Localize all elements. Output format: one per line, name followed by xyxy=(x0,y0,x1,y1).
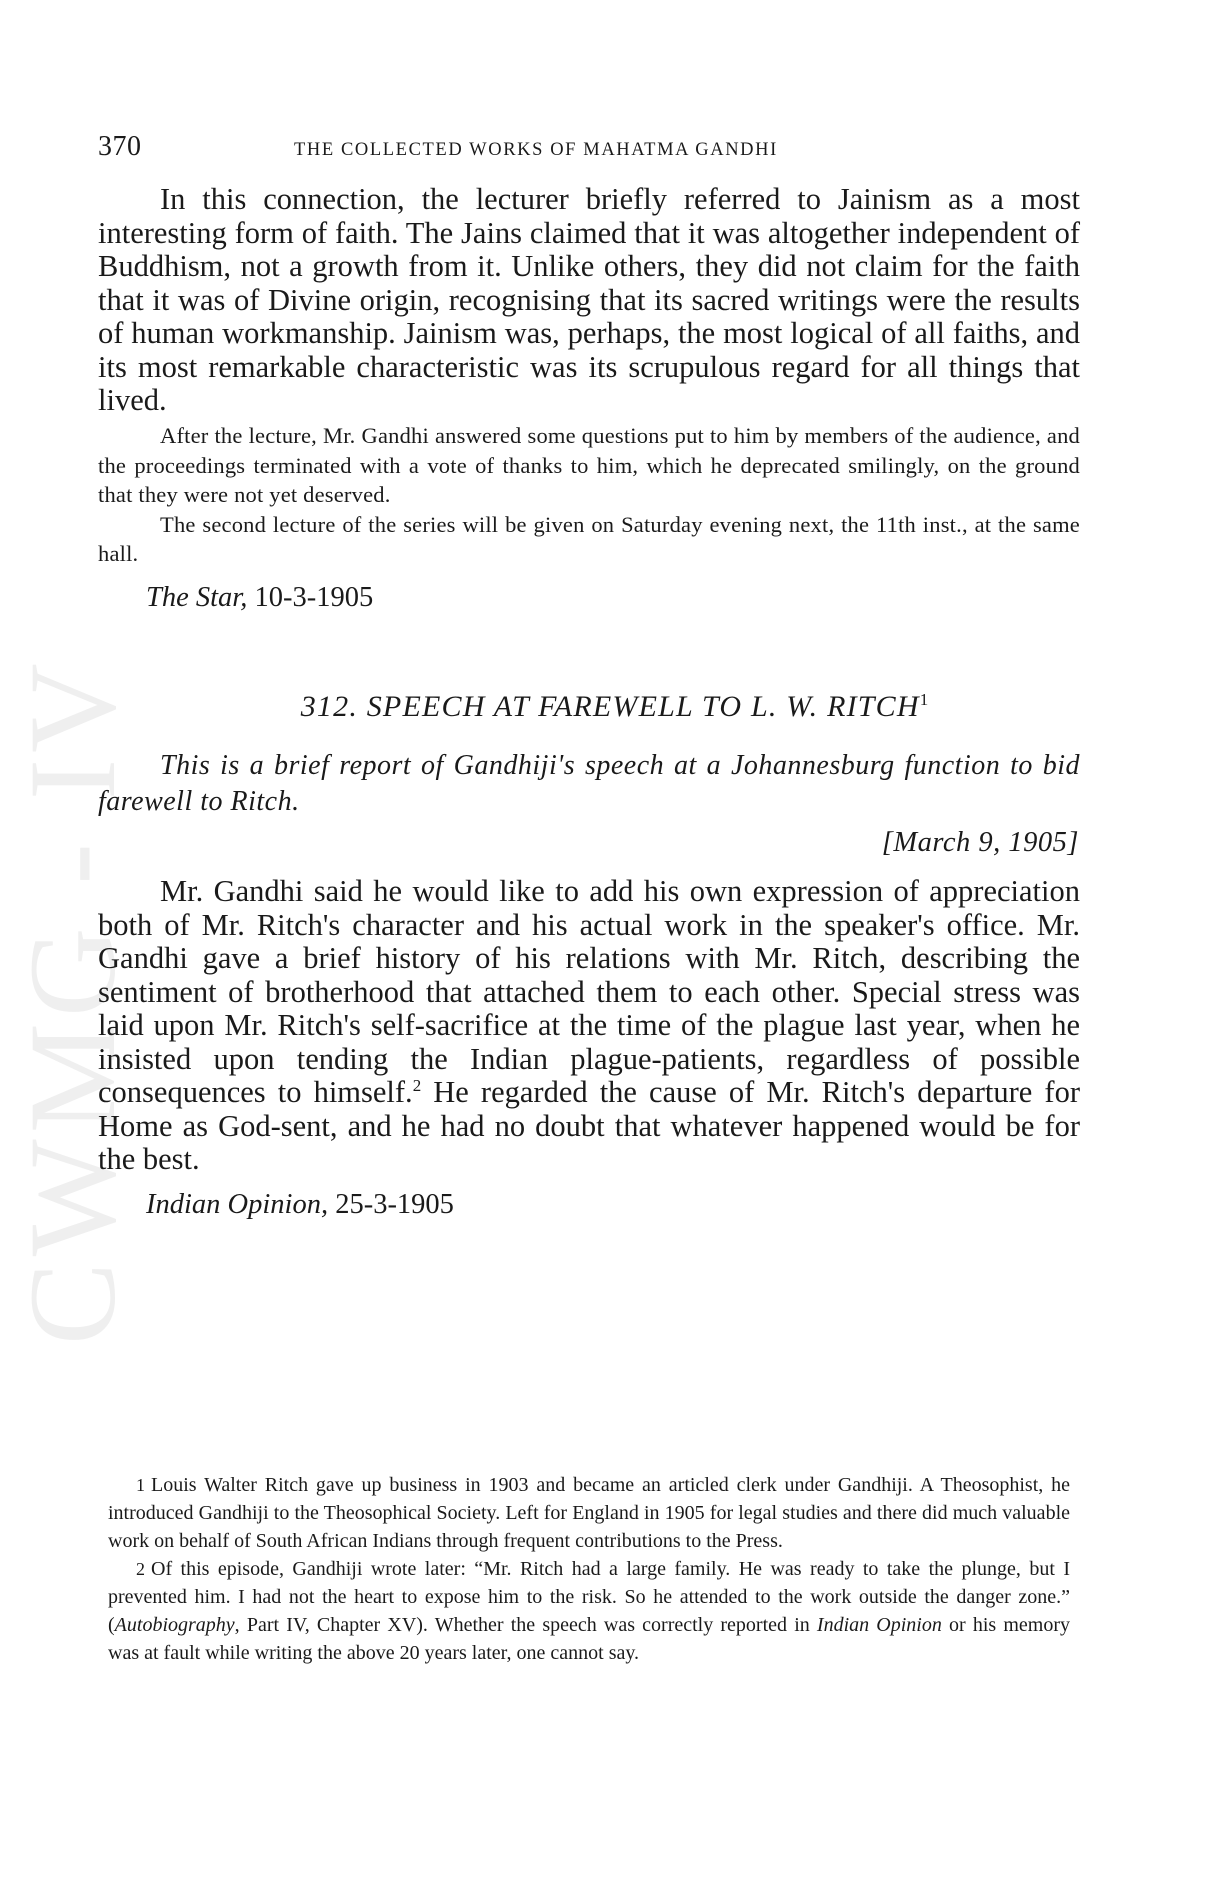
speech-body xyxy=(98,875,1080,1177)
footnote-number: 1 xyxy=(136,1475,145,1495)
section-heading-text: 312. SPEECH AT FAREWELL TO L. W. RITCH xyxy=(300,690,920,723)
paragraph-after-lecture: After the lecture, Mr. Gandhi answered some questions put to him by members of the audience, and the proceedings terminated with a vote of thanks to him, which he deprecated smilingly, on the ground that they were not yet deserved. xyxy=(98,423,1080,507)
footnote-text: Of this episode, Gandhiji wrote later: “Mr. Ritch had a large family. He was ready to take the plunge, but I prevented him. I had not the heart to expose him to the risk. So he attended to the work outside the danger zone.” ( xyxy=(108,1558,1070,1636)
watermark-text: CWMG IV xyxy=(22,657,132,1345)
article-paragraph-1 xyxy=(98,183,1080,418)
paragraph-jainism: In this connection, the lecturer briefly referred to Jainism as a most interesting form of faith. The Jains claimed that it was altogether independent of Buddhism, not a growth from it. Unlike others, they did not claim for the faith that it was of Divine origin, recognising that its sacred writings were the results of human workmanship. Jainism was, perhaps, the most logical of all faiths, and its most remarkable characteristic was its scrupulous regard for all things that lived. xyxy=(98,182,1080,417)
paragraph-second-lecture: The second lecture of the series will be given on Saturday evening next, the 11th inst., at the same hall. xyxy=(98,511,1080,566)
page-number: 370 xyxy=(98,131,142,162)
section-intro xyxy=(98,748,1080,820)
footnote-1 xyxy=(108,1471,1070,1555)
intro-text: This is a brief report of Gandhiji's speech at a Johannesburg function to bid farewell to Ritch. xyxy=(98,750,1080,817)
source-line-indian-opinion xyxy=(146,1189,454,1221)
section-heading xyxy=(0,690,1229,724)
footnotes xyxy=(108,1471,1070,1667)
footnote-text: Louis Walter Ritch gave up business in 1903 and became an articled clerk under Gandhiji. A Theosophist, he introduced Gandhiji to the Theosophical Society. Left for England in 1905 for legal studies and there did much valuable work on behalf of South African Indians through frequent contributions to the Press. xyxy=(108,1474,1070,1552)
footnote-ref-1: 1 xyxy=(919,690,929,709)
footnote-italic-title: Autobiography xyxy=(114,1614,235,1636)
source-publication: The Star, xyxy=(146,582,248,613)
source-date: 10-3-1905 xyxy=(254,582,374,613)
footnote-italic-title: Indian Opinion xyxy=(816,1614,942,1636)
running-head xyxy=(98,131,918,171)
speech-text-part-2: He regarded the cause of Mr. Ritch's departure for Home as God-sent, and he had no doubt that whatever happened would be for the best. xyxy=(98,1075,1080,1176)
footnote-text: , Part IV, Chapter XV). Whether the speech was correctly reported in xyxy=(234,1614,817,1636)
footnote-2 xyxy=(108,1555,1070,1667)
article-small-paragraphs xyxy=(98,421,1080,569)
source-date: 25-3-1905 xyxy=(335,1189,454,1220)
footnote-text: or his memory was at fault while writing the above 20 years later, one cannot say. xyxy=(108,1614,1070,1664)
running-title: THE COLLECTED WORKS OF MAHATMA GANDHI xyxy=(294,140,778,160)
source-line-star xyxy=(146,582,373,614)
speech-text-part-1: Mr. Gandhi said he would like to add his own expression of appreciation both of Mr. Ritch's character and his actual work in the speaker's office. Mr. Gandhi gave a brief history of his relations with Mr. Ritch, describing the sentiment of brotherhood that attached them to each other. Special stress was laid upon Mr. Ritch's self-sacrifice at the time of the plague last year, when he insisted upon tending the Indian plague-patients, regardless of possible consequences to himself. xyxy=(98,874,1080,1109)
footnote-ref-2: 2 xyxy=(412,1075,422,1095)
footnote-number: 2 xyxy=(136,1559,145,1579)
speech-paragraph xyxy=(98,875,1080,1177)
source-publication: Indian Opinion, xyxy=(146,1189,329,1220)
speech-date: [March 9, 1905] xyxy=(881,827,1079,858)
